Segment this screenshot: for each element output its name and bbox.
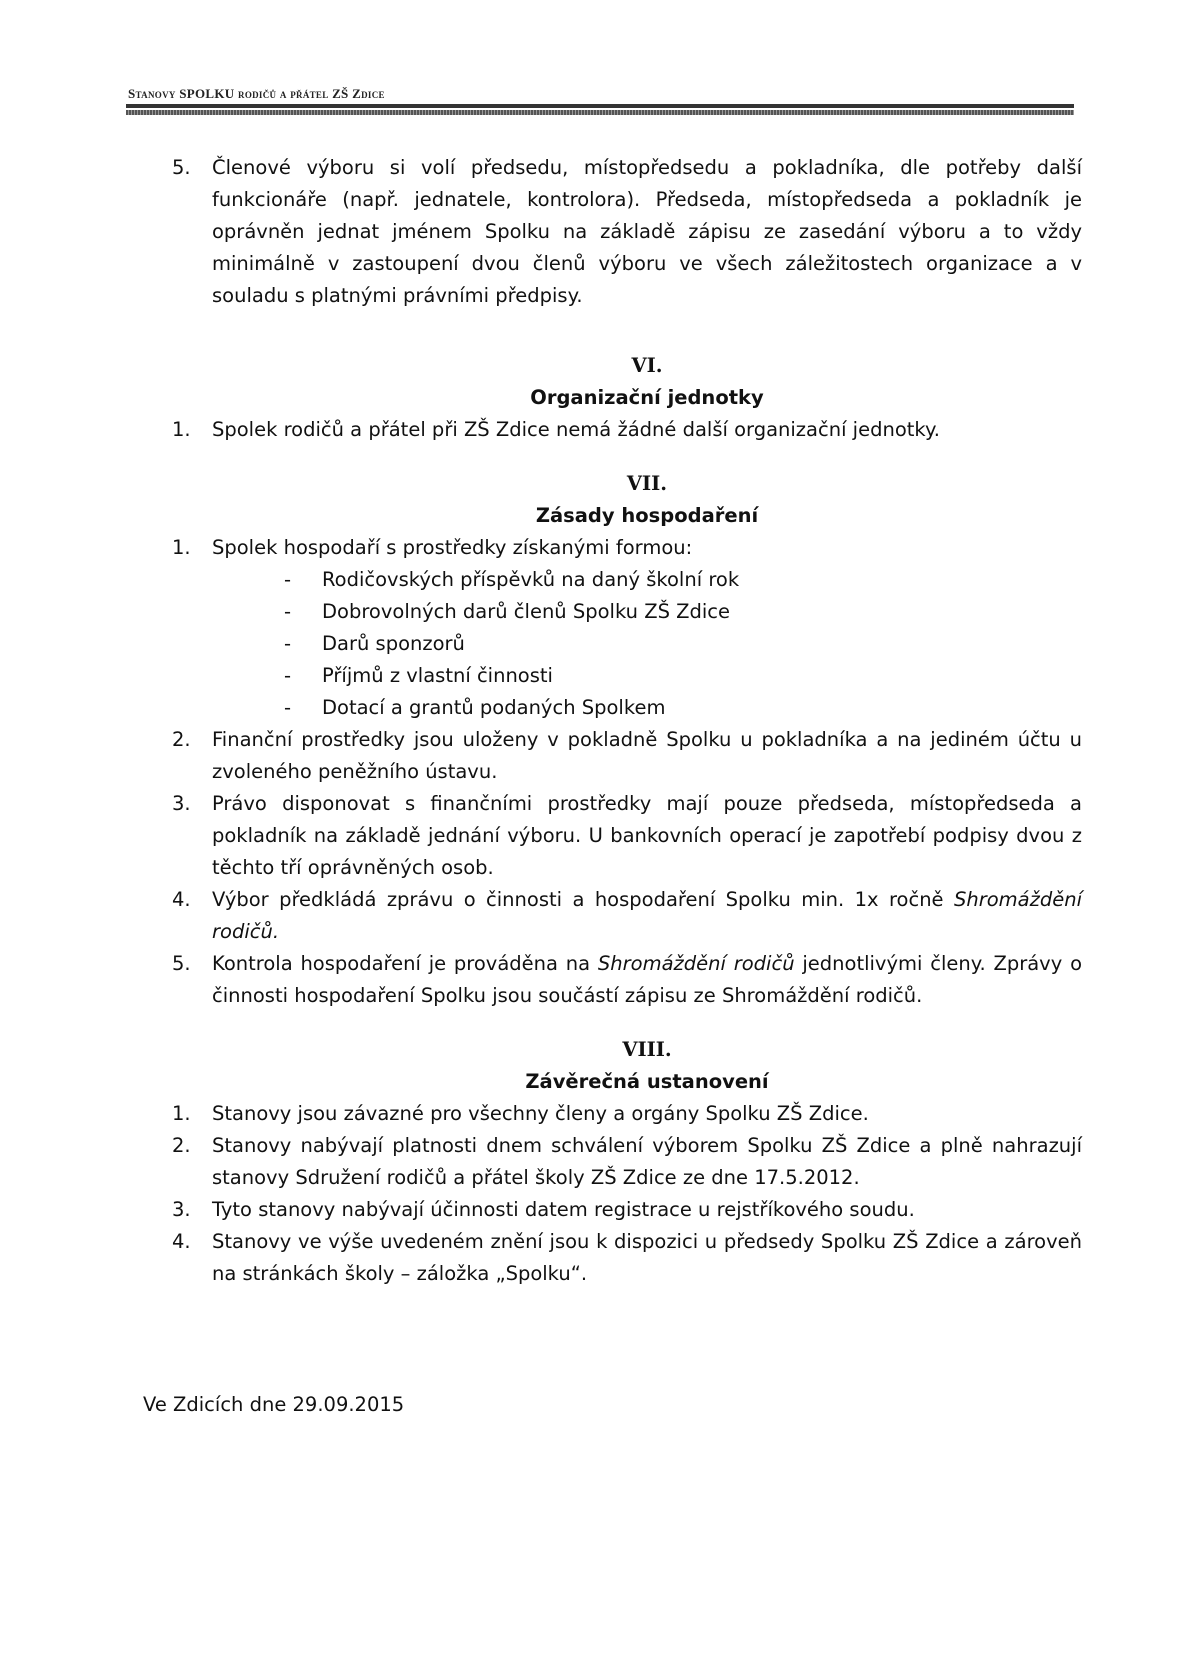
section-title: Závěrečná ustanovení — [525, 1070, 769, 1093]
dash-bullet: - — [284, 696, 292, 719]
dash-bullet: - — [284, 632, 292, 655]
item-number: 4. — [172, 1230, 191, 1253]
item-number: 5. — [172, 952, 191, 975]
sub-item-text: Rodičovských příspěvků na daný školní rok — [322, 568, 740, 591]
list-item — [172, 532, 1082, 564]
sub-item — [172, 692, 1082, 724]
item-text: Finanční prostředky jsou uloženy v pokladně Spolku u pokladníka a na jediném účtu u zvoleného peněžního ústavu. — [212, 728, 1082, 783]
item-text: Tyto stanovy nabývají účinnosti datem registrace u rejstříkového soudu. — [212, 1198, 915, 1221]
list-item — [172, 1194, 1082, 1226]
sub-item-text: Dobrovolných darů členů Spolku ZŠ Zdice — [322, 600, 731, 623]
list-item — [172, 788, 1082, 884]
section-number: VIII. — [622, 1038, 672, 1061]
item-number: 2. — [172, 728, 191, 751]
sub-item — [172, 628, 1082, 660]
item-text — [212, 948, 1082, 1012]
list-item — [172, 1226, 1082, 1290]
item-number: 4. — [172, 888, 191, 911]
item-text: Právo disponovat s finančními prostředky mají pouze předseda, místopředseda a pokladník na základě jednání výboru. U bankovních operací je zapotřebí podpisy dvou z těchto tří oprávněných osob. — [212, 792, 1082, 879]
section-title: Zásady hospodaření — [535, 504, 759, 527]
document-body — [172, 152, 1082, 1290]
dash-bullet: - — [284, 600, 292, 623]
sub-item-text: Příjmů z vlastní činnosti — [322, 664, 553, 687]
list-item — [172, 1130, 1082, 1194]
item-number: 1. — [172, 536, 191, 559]
dash-bullet: - — [284, 568, 292, 591]
list-item — [172, 884, 1082, 948]
section-number: VII. — [626, 472, 668, 495]
header-rule — [126, 104, 1074, 108]
sub-item-text: Dotací a grantů podaných Spolkem — [322, 696, 666, 719]
list-item — [172, 724, 1082, 788]
item-text: Spolek hospodaří s prostředky získanými formou: — [212, 536, 693, 559]
item-text-part: Výbor předkládá zprávu o činnosti a hospodaření Spolku min. 1x ročně — [212, 888, 954, 911]
section-number: VI. — [631, 354, 663, 377]
item-text: Členové výboru si volí předsedu, místopředsedu a pokladníka, dle potřeby další funkcionáře (např. jednatele, kontrolora). Předseda, místopředseda a pokladník je oprávněn jednat jménem Spolku na základě zápisu ze zasedání výboru a to vždy minimálně v zastoupení dvou členů výboru ve všech záležitostech organizace a v souladu s platnými právními předpisy. — [212, 156, 1082, 307]
item-number: 5. — [172, 156, 191, 179]
item-text-part: jednotlivými členy. Zprávy o činnosti hospodaření Spolku jsou součástí zápisu ze Shromáždění rodičů. — [212, 952, 1082, 1007]
sub-item — [172, 660, 1082, 692]
sub-item-text: Darů sponzorů — [322, 632, 465, 655]
running-header: Stanovy SPOLKU rodičů a přátel ZŠ Zdice — [128, 86, 385, 101]
intro-item — [172, 152, 1082, 312]
sub-item — [172, 596, 1082, 628]
dash-bullet: - — [284, 664, 292, 687]
item-text: Stanovy jsou závazné pro všechny členy a orgány Spolku ZŠ Zdice. — [212, 1102, 869, 1125]
item-text: Stanovy nabývají platnosti dnem schválení výborem Spolku ZŠ Zdice a plně nahrazují stanovy Sdružení rodičů a přátel školy ZŠ Zdice ze dne 17.5.2012. — [212, 1134, 1082, 1189]
list-item — [172, 948, 1082, 1012]
sub-item — [172, 564, 1082, 596]
item-text: Spolek rodičů a přátel při ZŠ Zdice nemá žádné další organizační jednotky. — [212, 418, 940, 441]
item-number: 3. — [172, 792, 191, 815]
place-and-date: Ve Zdicích dne 29.09.2015 — [143, 1393, 405, 1416]
item-number: 1. — [172, 1102, 191, 1125]
section-title: Organizační jednotky — [530, 386, 764, 409]
item-number: 2. — [172, 1134, 191, 1157]
list-item — [172, 414, 1082, 446]
list-item — [172, 1098, 1082, 1130]
item-number: 1. — [172, 418, 191, 441]
item-number: 3. — [172, 1198, 191, 1221]
item-text — [212, 884, 1082, 948]
item-text-emphasis: Shromáždění rodičů. — [212, 888, 1082, 943]
item-text-emphasis: Shromáždění rodičů — [597, 952, 795, 975]
item-text: Stanovy ve výše uvedeném znění jsou k dispozici u předsedy Spolku ZŠ Zdice a zároveň na stránkách školy – záložka „Spolku“. — [212, 1230, 1082, 1285]
item-text-part: Kontrola hospodaření je prováděna na — [212, 952, 598, 975]
header-rule-pattern — [126, 110, 1074, 115]
